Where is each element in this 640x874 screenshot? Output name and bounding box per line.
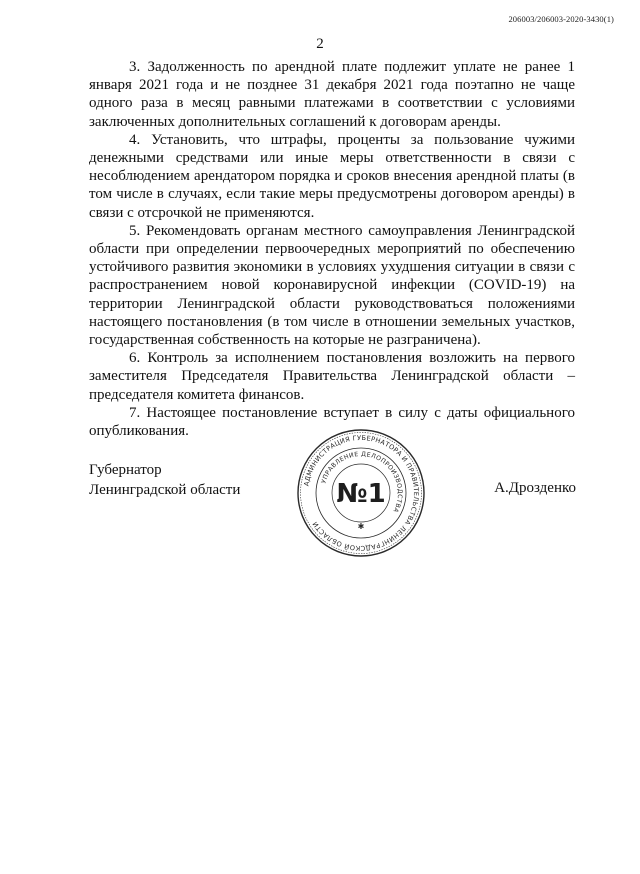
paragraph-5: 5. Рекомендовать органам местного самоуправления Ленинградской области при определении первоочередных мероприятий по обеспечению устойчивого развития экономики в условиях ухудшения ситуации в связи с распространением новой коронавирусной инфекции (COVID-19) на территории Ленинградской области руководствоваться положениями настоящего постановления (в том числе в отношении земельных участков, государственная собственность на которые не разграничена).: [89, 222, 575, 349]
seal-graphic: [296, 428, 426, 558]
document-body: [89, 58, 575, 440]
document-code: 206003/206003-2020-3430(1): [508, 14, 614, 24]
signatory-title-line1: Губернатор: [89, 462, 162, 478]
seal-inner-text: УПРАВЛЕНИЕ ДЕЛОПРОИЗВОДСТВА: [320, 450, 404, 514]
seal-star-icon: ✱: [357, 522, 365, 531]
page-number: 2: [316, 36, 324, 52]
seal-outer-text: АДМИНИСТРАЦИЯ ГУБЕРНАТОРА И ПРАВИТЕЛЬСТВА ЛЕНИНГРАДСКОЙ ОБЛАСТИ: [302, 433, 421, 553]
official-seal: [296, 428, 426, 558]
paragraph-4: 4. Установить, что штрафы, проценты за пользование чужими денежными средствами или иные меры ответственности в связи с несоблюдением арендатором порядка и сроков внесения арендной платы (в том числе в случаях, если такие меры предусмотрены договором аренды) в связи с отсрочкой не применяются.: [89, 131, 575, 221]
signatory-title-line2: Ленинградской области: [89, 482, 241, 498]
paragraph-6: 6. Контроль за исполнением постановления возложить на первого заместителя Председателя Правительства Ленинградской области – председателя комитета финансов.: [89, 350, 575, 403]
signatory-name: А.Дрозденко: [494, 480, 576, 496]
seal-number: №1: [336, 479, 386, 509]
paragraph-7: 7. Настоящее постановление вступает в силу с даты официального опубликования.: [89, 404, 575, 440]
signatory-title: [89, 460, 240, 500]
paragraph-3: 3. Задолженность по арендной плате подлежит уплате не ранее 1 января 2021 года и не позднее 31 декабря 2021 года поэтапно не чаще одного раза в месяц равными платежами в соответствии с условиями заключенных дополнительных соглашений к договорам аренды.: [89, 59, 575, 130]
